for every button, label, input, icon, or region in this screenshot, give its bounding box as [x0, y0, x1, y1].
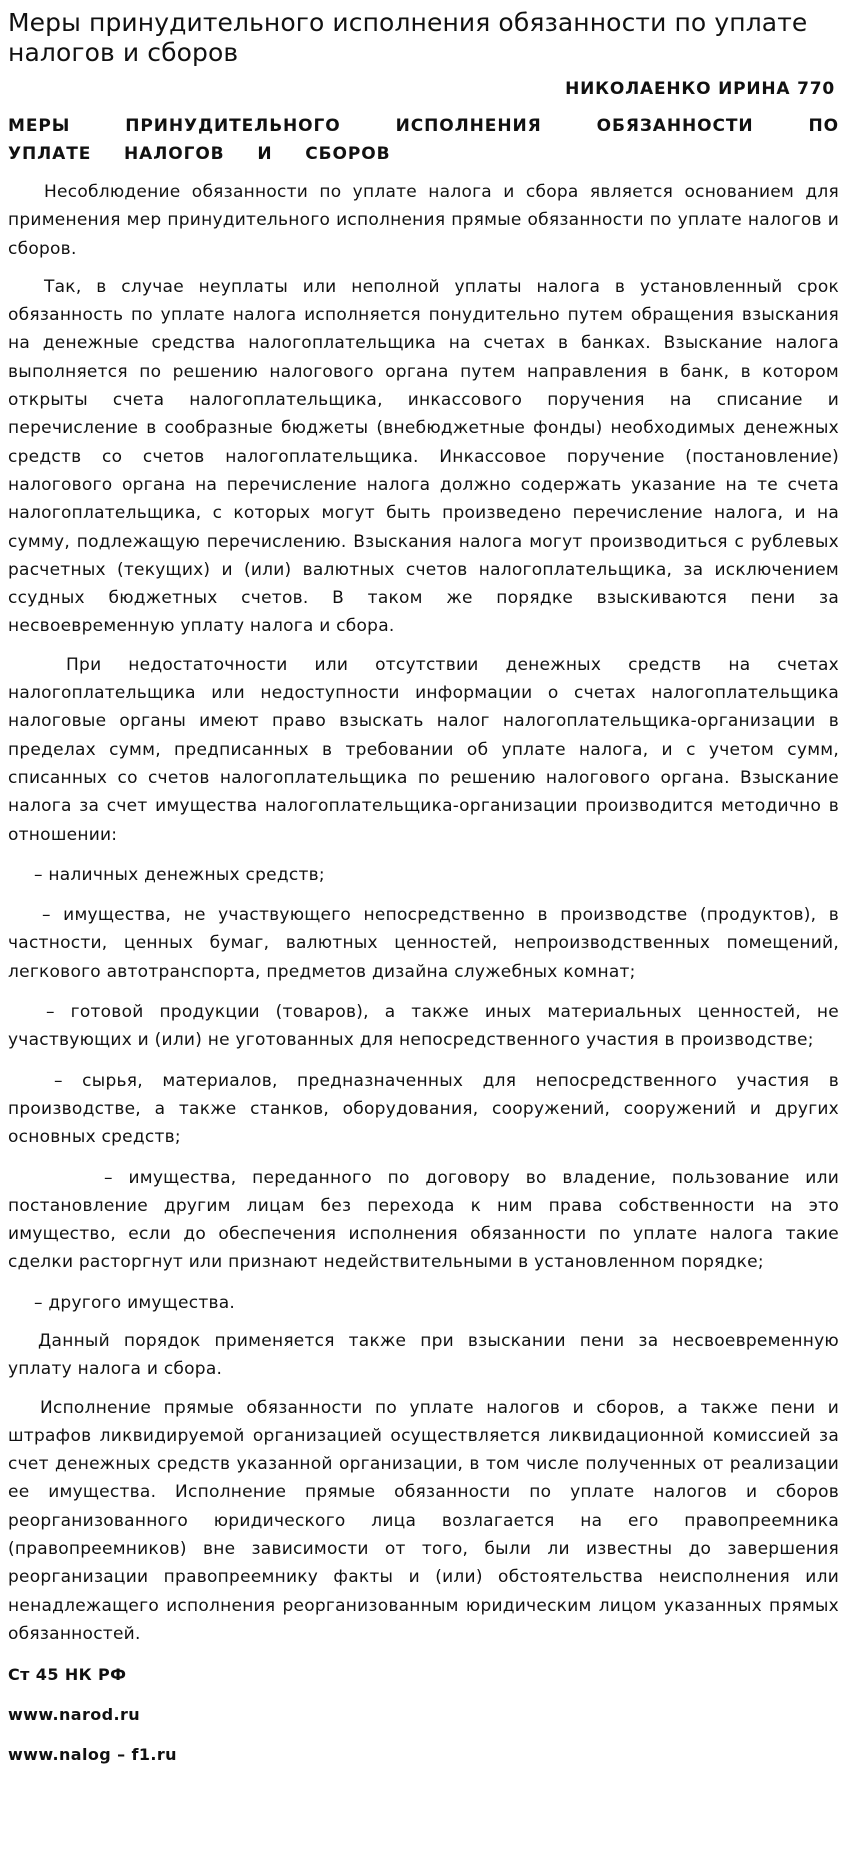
- paragraph-property-collection: При недостаточности или отсутствии денежных средств на счетах налогоплательщика или недоступности информации о счетах налогоплательщика налоговые органы имеют право взыскать налог налогоплательщика-организации в пределах сумм, предписанных в требовании об уплате налога, и с учетом сумм, списанных со счетов налогоплательщика по решению налогового органа. Взыскание налога за счет имущества налогоплательщика-организации производится методично в отношении:: [8, 654, 839, 845]
- reference-link-nalog[interactable]: www.nalog – f1.ru: [8, 1745, 177, 1765]
- list-item-non-production-property: – имущества, не участвующего непосредственно в производстве (продуктов), в частности, ценных бумаг, валютных ценностей, непроизводственных помещений, легкового автотранспорта, предметов дизайна служебных комнат;: [8, 905, 839, 982]
- paragraph-penalty-order: Данный порядок применяется также при взыскании пени за несвоевременную уплату налога и сбора.: [8, 1330, 839, 1380]
- list-item-cash: – наличных денежных средств;: [34, 864, 325, 885]
- reference-law-article: Ст 45 НК РФ: [8, 1665, 127, 1685]
- section-heading: МЕРЫ ПРИНУДИТЕЛЬНОГО ИСПОЛНЕНИЯ ОБЯЗАННОСТИ ПО УПЛАТЕ НАЛОГОВ И СБОРОВ: [8, 116, 839, 164]
- paragraph-liquidation: Исполнение прямые обязанности по уплате налогов и сборов, а также пени и штрафов ликвидируемой организацией осуществляется ликвидационной комиссией за счет денежных средств указанной организации, в том числе полученных от реализации ее имущества. Исполнение прямые обязанности по уплате налогов и сборов реорганизованного юридического лица возлагается на его правопреемника (правопреемников) вне зависимости от того, были ли известны до завершения реорганизации правопреемнику факты и (или) обстоятельства неисполнения или ненадлежащего исполнения реорганизованным юридическим лицом указанных прямых обязанностей.: [8, 1397, 839, 1644]
- paragraph-intro: Несоблюдение обязанности по уплате налога и сбора является основанием для применения мер принудительного исполнения прямые обязанности по уплате налогов и сборов.: [8, 182, 839, 259]
- author-line: НИКОЛАЕНКО ИРИНА 770: [565, 79, 835, 99]
- list-item-finished-goods: – готовой продукции (товаров), а также иных материальных ценностей, не участвующих и (или) не уготованных для непосредственного участия в производстве;: [8, 1002, 839, 1051]
- list-item-other-property: – другого имущества.: [34, 1292, 236, 1313]
- list-item-transferred-property: – имущества, переданного по договору во владение, пользование или постановление другим лицам без перехода к ним права собственности на это имущество, если до обеспечения исполнения обязанности по уплате налога такие сделки расторгнут или признают недействительными в установленном порядке;: [8, 1167, 839, 1273]
- list-item-raw-materials: – сырья, материалов, предназначенных для непосредственного участия в производстве, а также станков, оборудования, сооружений, сооружений и других основных средств;: [8, 1070, 839, 1148]
- reference-link-narod[interactable]: www.narod.ru: [8, 1705, 141, 1725]
- paragraph-bank-collection: Так, в случае неуплаты или неполной уплаты налога в установленный срок обязанность по уплате налога исполняется понудительно путем обращения взыскания на денежные средства налогоплательщика на счетах в банках. Взыскание налога выполняется по решению налогового органа путем направления в банк, в котором открыты счета налогоплательщика, инкассового поручения на списание и перечисление в сообразные бюджеты (внебюджетные фонды) необходимых денежных средств со счетов налогоплательщика. Инкассовое поручение (постановление) налогового органа на перечисление налога должно содержать указание на те счета налогоплательщика, с которых могут быть произведено перечисление налога, и на сумму, подлежащую перечислению. Взыскания налога могут производиться с рублевых расчетных (текущих) и (или) валютных счетов налогоплательщика, за исключением ссудных бюджетных счетов. В таком же порядке взыскиваются пени за несвоевременную уплату налога и сбора.: [8, 276, 839, 637]
- page-title: Меры принудительного исполнения обязанности по уплате налогов и сборов: [8, 8, 808, 67]
